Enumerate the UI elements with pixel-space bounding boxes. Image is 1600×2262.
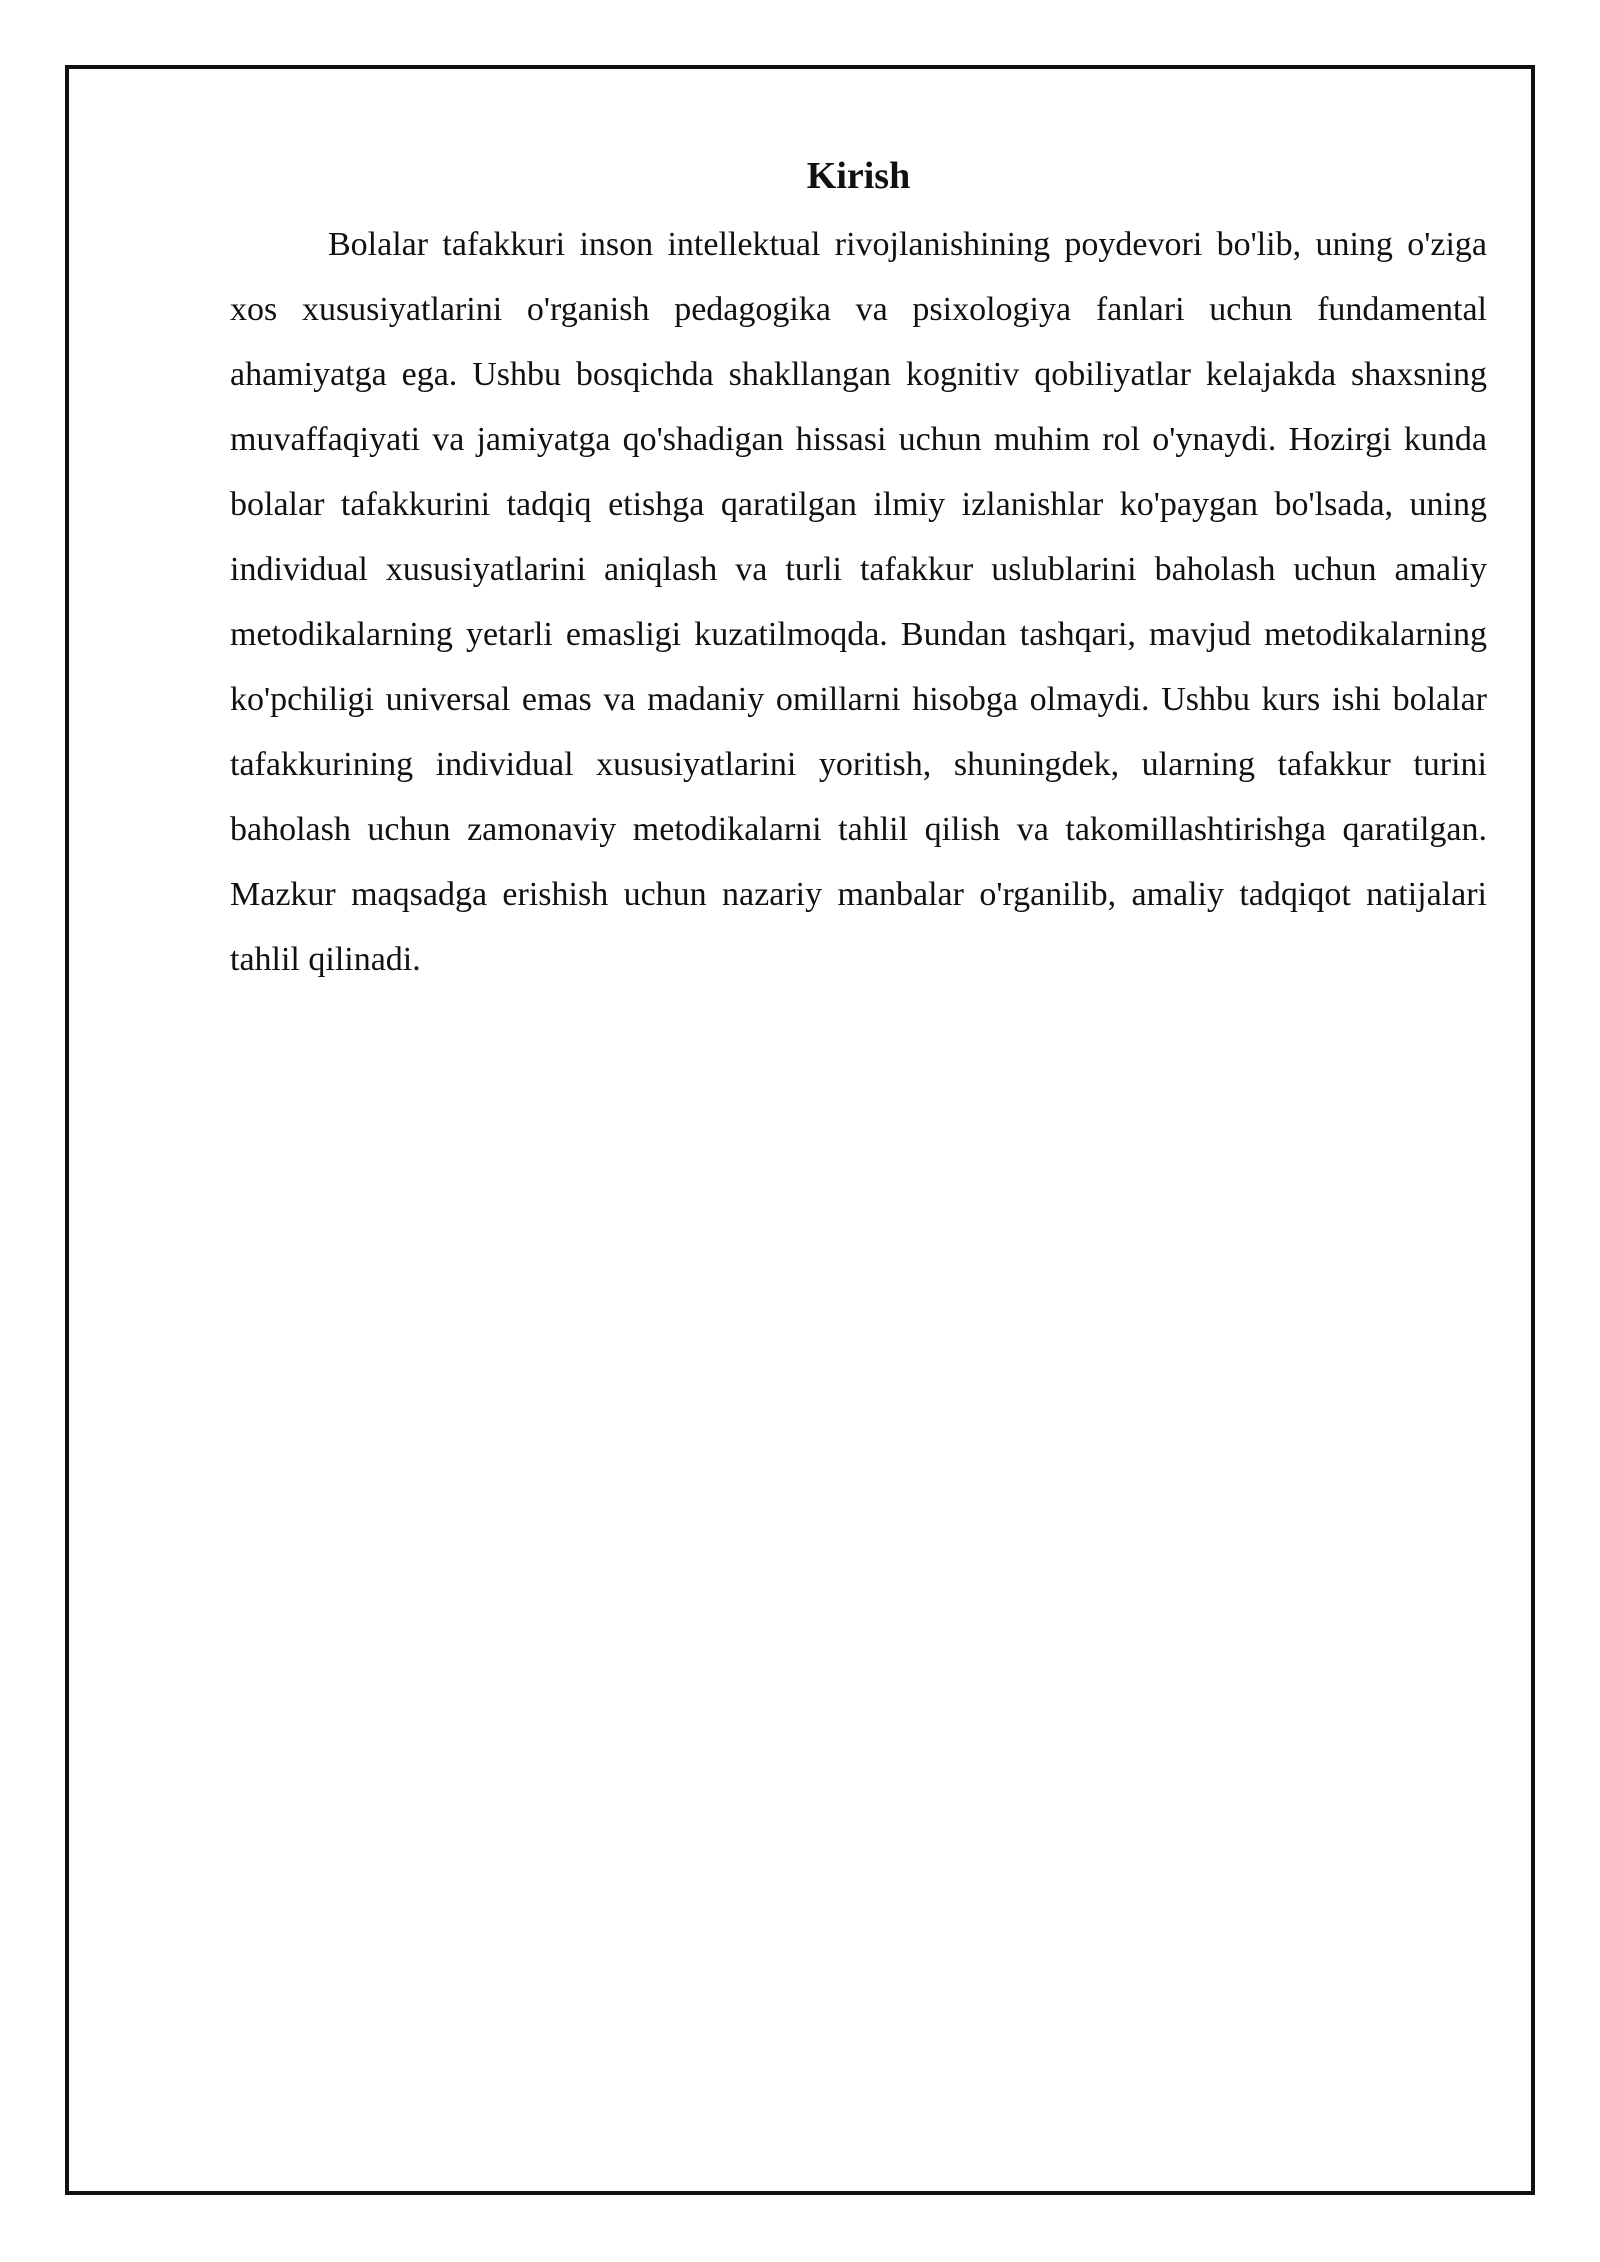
document-title: Kirish bbox=[806, 155, 911, 197]
introduction-paragraph: Bolalar tafakkuri inson intellektual rivojlanishining poydevori bo'lib, uning o'ziga xos xususiyatlarini o'rganish pedagogika va psixologiya fanlari uchun fundamental ahamiyatga ega. Ushbu bosqichda shakllangan kognitiv qobiliyatlar kelajakda shaxsning muvaffaqiyati va jamiyatga qo'shadigan hissasi uchun muhim rol o'ynaydi. Hozirgi kunda bolalar tafakkurini tadqiq etishga qaratilgan ilmiy izlanishlar ko'paygan bo'lsada, uning individual xususiyatlarini aniqlash va turli tafakkur uslublarini baholash uchun amaliy metodikalarning yetarli emasligi kuzatilmoqda. Bundan tashqari, mavjud metodikalarning ko'pchiligi universal emas va madaniy omillarni hisobga olmaydi. Ushbu kurs ishi bolalar tafakkurining individual xususiyatlarini yoritish, shuningdek, ularning tafakkur turini baholash uchun zamonaviy metodikalarni tahlil qilish va takomillashtirishga qaratilgan. Mazkur maqsadga erishish uchun nazariy manbalar o'rganilib, amaliy tadqiqot natijalari tahlil qilinadi. bbox=[230, 226, 1487, 978]
document-body bbox=[230, 150, 1487, 992]
